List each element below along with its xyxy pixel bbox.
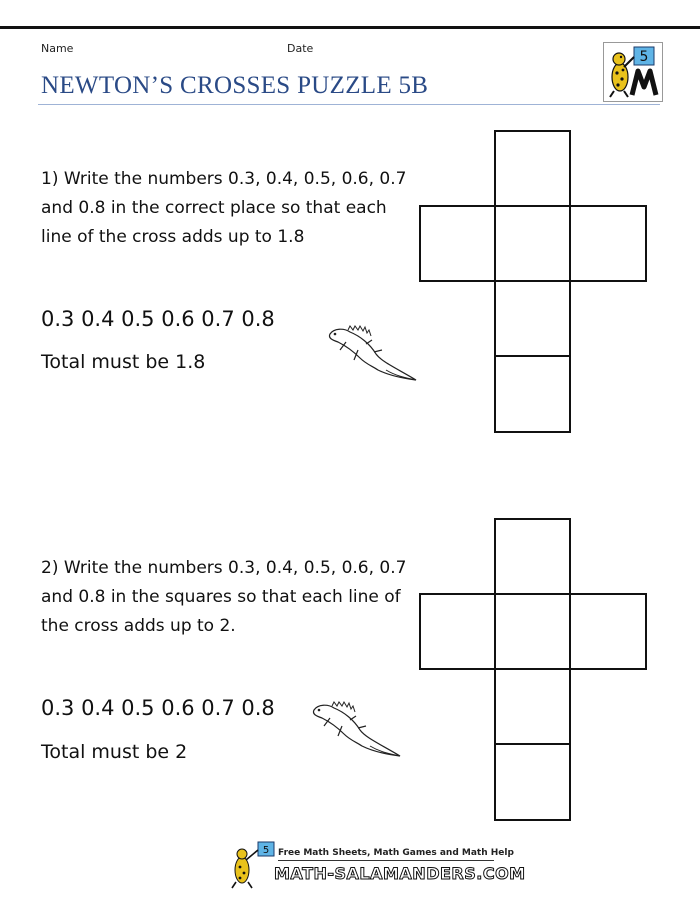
cross-square bbox=[570, 206, 646, 281]
title-rule bbox=[38, 104, 660, 105]
number-list-2: 0.3 0.4 0.5 0.6 0.7 0.8 bbox=[41, 696, 275, 720]
cross-square bbox=[495, 669, 570, 744]
newt-icon bbox=[326, 320, 422, 382]
total-1: Total must be 1.8 bbox=[41, 351, 206, 373]
number-list-1: 0.3 0.4 0.5 0.6 0.7 0.8 bbox=[41, 307, 275, 331]
footer-salamander-icon bbox=[228, 840, 280, 890]
cross-square bbox=[495, 356, 570, 432]
cross-square bbox=[495, 594, 570, 669]
footer-tagline: Free Math Sheets, Math Games and Math Help bbox=[278, 848, 514, 858]
footer-badge-text: 5 bbox=[262, 845, 270, 856]
cross-square bbox=[495, 744, 570, 820]
footer bbox=[228, 840, 526, 890]
page-title: NEWTON’S CROSSES PUZZLE 5B bbox=[41, 72, 429, 99]
question-2: 2) Write the numbers 0.3, 0.4, 0.5, 0.6, 0.7 and 0.8 in the squares so that each line of the cross adds up to 2. bbox=[41, 558, 407, 636]
top-rule bbox=[0, 26, 700, 29]
cross-square bbox=[495, 281, 570, 356]
logo-badge-text: 5 bbox=[639, 49, 649, 65]
cross-square bbox=[495, 206, 570, 281]
footer-site-link[interactable]: MATH-SALAMANDERS.COM bbox=[274, 864, 526, 883]
cross-square bbox=[570, 594, 646, 669]
cross-square bbox=[420, 206, 495, 281]
cross-square bbox=[495, 519, 570, 594]
cross-grid-1 bbox=[418, 129, 650, 435]
question-1: 1) Write the numbers 0.3, 0.4, 0.5, 0.6, 0.7 and 0.8 in the correct place so that each line of the cross adds up to 1.8 bbox=[41, 169, 407, 247]
name-label: Name bbox=[41, 42, 74, 55]
cross-grid-2 bbox=[418, 517, 650, 823]
footer-divider bbox=[278, 860, 494, 861]
cross-square bbox=[420, 594, 495, 669]
total-2: Total must be 2 bbox=[41, 741, 188, 763]
salamander-logo-icon bbox=[603, 42, 663, 102]
newt-icon bbox=[310, 696, 406, 758]
cross-square bbox=[495, 131, 570, 206]
date-label: Date bbox=[287, 42, 314, 55]
